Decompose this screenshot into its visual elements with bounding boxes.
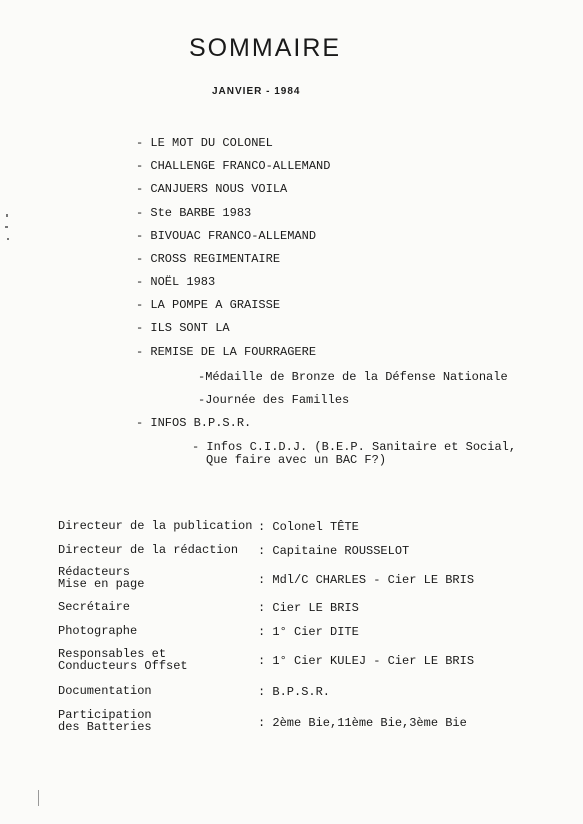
toc-item: - INFOS B.P.S.R. — [136, 416, 252, 430]
toc-item: - LE MOT DU COLONEL — [136, 136, 273, 150]
credit-label: Directeur de la rédaction — [58, 543, 239, 557]
credit-value: : Cier LE BRIS — [258, 601, 359, 615]
toc-subitem: - Infos C.I.D.J. (B.E.P. Sanitaire et Social, — [192, 440, 517, 454]
credit-label: Documentation — [58, 684, 152, 698]
scan-speck — [7, 238, 9, 240]
credit-value: : Colonel TÊTE — [258, 520, 359, 534]
scan-line — [38, 790, 39, 806]
credit-value: : 2ème Bie,11ème Bie,3ème Bie — [258, 716, 467, 730]
toc-item: - CHALLENGE FRANCO-ALLEMAND — [136, 159, 331, 173]
credit-value: : 1° Cier DITE — [258, 625, 359, 639]
credit-value: : Mdl/C CHARLES - Cier LE BRIS — [258, 573, 475, 587]
credit-label: Responsables et Conducteurs Offset — [58, 647, 188, 673]
toc-item: - Ste BARBE 1983 — [136, 206, 252, 220]
credit-value: : Capitaine ROUSSELOT — [258, 544, 410, 558]
toc-item: - ILS SONT LA — [136, 321, 230, 335]
credit-value: : B.P.S.R. — [258, 685, 331, 699]
toc-item: - REMISE DE LA FOURRAGERE — [136, 345, 317, 359]
toc-item: - CROSS REGIMENTAIRE — [136, 252, 281, 266]
credit-value: : 1° Cier KULEJ - Cier LE BRIS — [258, 654, 475, 668]
toc-subitem: -Médaille de Bronze de la Défense Nationale — [198, 370, 508, 384]
toc-subitem: -Journée des Familles — [198, 393, 350, 407]
toc-item: - NOËL 1983 — [136, 275, 216, 289]
scan-speck — [5, 226, 8, 228]
toc-item: - LA POMPE A GRAISSE — [136, 298, 281, 312]
credit-label: Photographe — [58, 624, 138, 638]
scan-speck — [6, 214, 8, 217]
credit-label: Secrétaire — [58, 600, 131, 614]
credit-label: Directeur de la publication — [58, 519, 253, 533]
toc-subitem: Que faire avec un BAC F?) — [206, 453, 387, 467]
issue-date: JANVIER - 1984 — [212, 86, 301, 97]
page-title: SOMMAIRE — [188, 34, 342, 62]
credit-label: Rédacteurs Mise en page — [58, 565, 145, 591]
credit-label: Participation des Batteries — [58, 708, 152, 734]
toc-item: - CANJUERS NOUS VOILA — [136, 182, 288, 196]
toc-item: - BIVOUAC FRANCO-ALLEMAND — [136, 229, 317, 243]
